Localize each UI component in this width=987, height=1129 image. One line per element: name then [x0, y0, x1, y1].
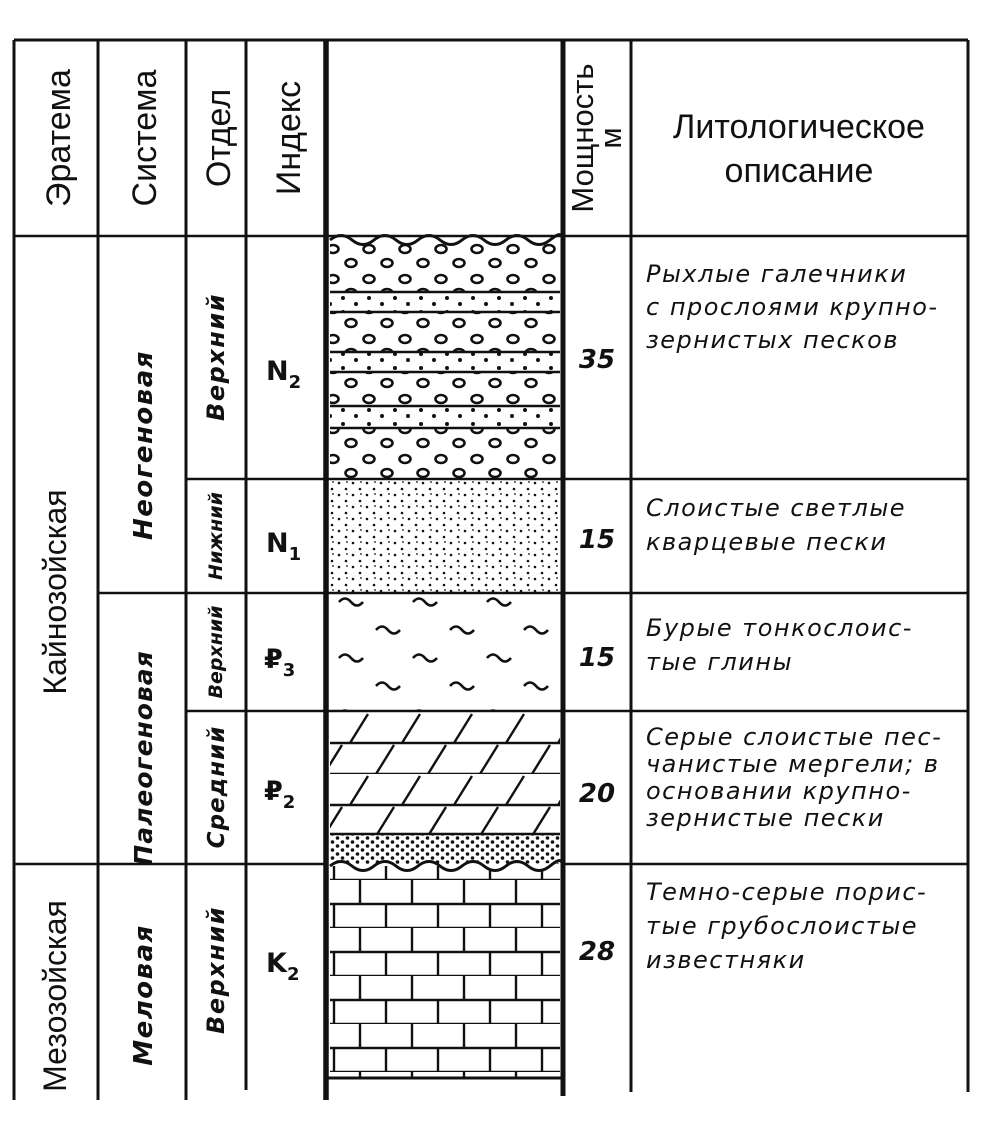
index-p2: ₽2 [264, 776, 296, 813]
system-neogene: Неогеновая [129, 350, 159, 540]
index-column [264, 356, 301, 985]
desc-n2-line3: зернистых песков [646, 326, 899, 354]
series-n2: Верхний [202, 293, 230, 421]
header-unit: м [593, 127, 628, 149]
header-indeks: Индекс [270, 80, 308, 196]
coarse-sand-band [330, 406, 560, 428]
lithology-column [330, 235, 562, 1078]
era-cenozoic: Кайнозойская [37, 489, 73, 695]
gravel-band [330, 372, 560, 406]
desc-n2-line1: Рыхлые галечники [646, 260, 908, 288]
fine-sand-layer [330, 480, 560, 592]
system-column [129, 350, 159, 1066]
desc-p2-line4: зернистые пески [646, 804, 885, 832]
marl-layer [330, 712, 560, 834]
table-header [40, 63, 925, 212]
header-otdel: Отдел [200, 88, 238, 188]
description-column [646, 260, 942, 974]
header-lithology-line2: описание [724, 152, 874, 190]
desc-n2-line2: с прослоями крупно- [646, 293, 939, 321]
header-sistema: Система [126, 69, 164, 207]
desc-p2-line2: чанистые мергели; в [646, 750, 940, 778]
thickness-column [579, 345, 615, 967]
desc-p2-line1: Серые слоистые пес- [646, 723, 943, 751]
desc-k2-line3: известняки [646, 946, 806, 974]
desc-p2-line3: основании крупно- [646, 777, 912, 805]
desc-n1-line1: Слоистые светлые [646, 494, 907, 522]
system-paleogene: Палеогеновая [129, 650, 158, 866]
coarse-sand-band [330, 292, 560, 312]
desc-p3-line2: тые глины [646, 648, 794, 676]
desc-n1-line2: кварцевые пески [646, 528, 888, 556]
gravel-band [330, 240, 560, 292]
clay-layer [330, 594, 560, 710]
series-p2: Средний [204, 725, 230, 849]
gravel-band [330, 428, 560, 478]
header-lithology-line1: Литологическое [673, 108, 925, 146]
index-n1: N1 [266, 528, 302, 565]
limestone-layer [330, 866, 560, 1078]
thickness-p3: 15 [578, 643, 616, 673]
gravel-band [330, 312, 560, 352]
thickness-n2: 35 [578, 345, 616, 375]
dense-sand-base [330, 834, 560, 864]
thickness-p2: 20 [578, 779, 616, 809]
series-column [202, 293, 230, 1034]
index-p3: ₽3 [264, 644, 296, 681]
thickness-k2: 28 [578, 937, 616, 967]
coarse-sand-band [330, 352, 560, 372]
index-k2: K2 [266, 948, 300, 985]
desc-p3-line1: Бурые тонкослоис- [646, 614, 913, 642]
desc-k2-line2: тые грубослоистые [646, 912, 919, 940]
index-n2: N2 [266, 356, 302, 393]
header-moshchnost: Мощность [565, 63, 600, 213]
era-column [37, 489, 73, 1091]
series-n1: Нижний [205, 492, 227, 580]
series-k2: Верхний [202, 906, 230, 1034]
thickness-n1: 15 [578, 525, 616, 555]
series-p3: Верхний [205, 605, 227, 699]
system-cretaceous: Меловая [129, 924, 159, 1066]
desc-k2-line1: Темно-серые порис- [646, 878, 928, 906]
era-mesozoic: Мезозойская [37, 900, 73, 1092]
header-eratema: Эратема [40, 69, 78, 207]
